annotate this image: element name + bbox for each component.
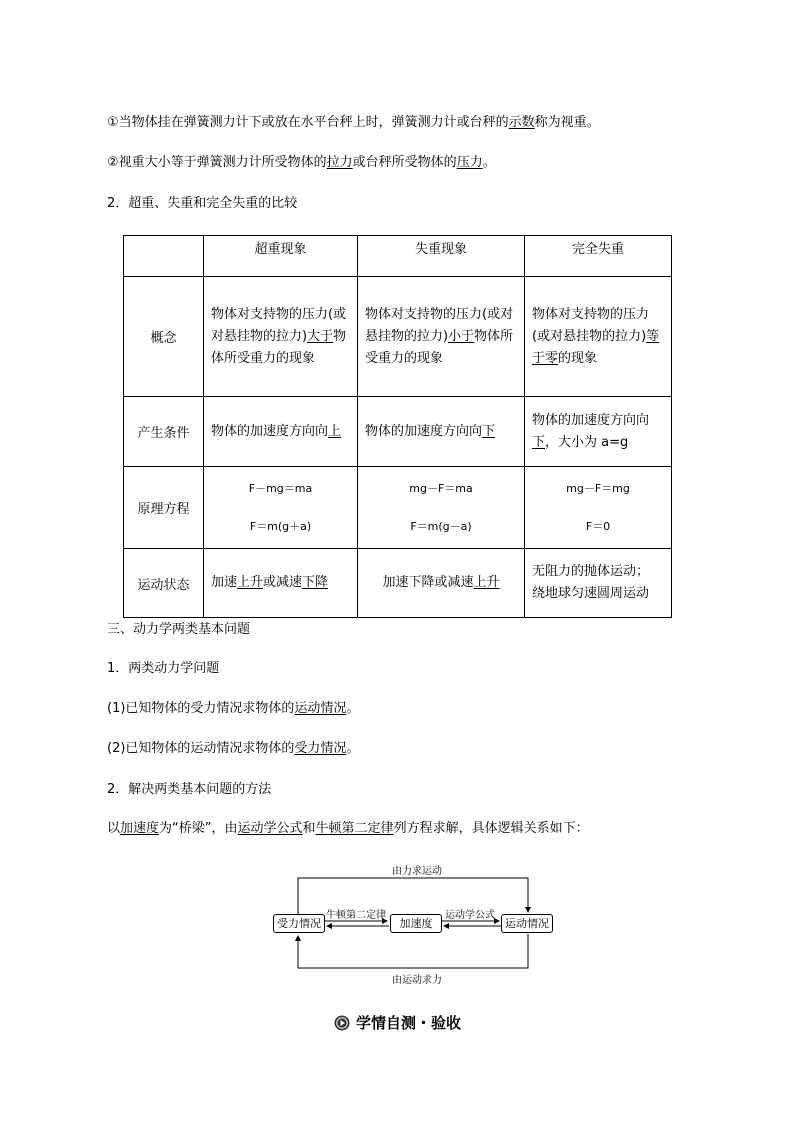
section-three-heading: 三、动力学两类基本问题: [107, 622, 251, 637]
table-row-concept: [124, 277, 672, 397]
cell-concept-complete: 物体对支持物的压力(或对悬挂物的拉力)等于零的现象: [525, 277, 672, 397]
label-force-to-motion: 由力求运动: [392, 866, 442, 877]
cell-equation-weightless: mg－F＝ma F＝m(g－a): [358, 467, 525, 549]
table-row-condition: [124, 397, 672, 467]
table-row-equation: [124, 467, 672, 549]
cell-concept-overweight: 物体对支持物的压力(或对悬挂物的拉力)大于物体所受重力的现象: [204, 277, 358, 397]
bottom-loop-arrow: [298, 934, 528, 968]
cell-condition-overweight: 物体的加速度方向向上: [204, 397, 358, 467]
cell-condition-complete: 物体的加速度方向向下，大小为 a=g: [525, 397, 672, 467]
cell-motion-weightless: 加速下降或减速上升: [358, 549, 525, 618]
label-newton-second-law: 牛顿第二定律: [326, 910, 386, 921]
cell-motion-overweight: 加速上升或减速下降: [204, 549, 358, 618]
line-problem-2: (2)已知物体的运动情况求物体的受力情况。: [107, 741, 360, 756]
row-label-equation: 原理方程: [124, 467, 204, 549]
line-apparent-weight-1: ①当物体挂在弹簧测力计下或放在水平台秤上时，弹簧测力计或台秤的示数称为视重。: [107, 115, 600, 130]
header-overweight: 超重现象: [204, 236, 358, 277]
heading-comparison: 2．超重、失重和完全失重的比较: [107, 196, 298, 211]
line-problem-1: (1)已知物体的受力情况求物体的运动情况。: [107, 701, 360, 716]
cell-concept-weightless: 物体对支持物的压力(或对悬挂物的拉力)小于物体所受重力的现象: [358, 277, 525, 397]
box-motion-situation: 运动情况: [501, 914, 553, 933]
header-weightless: 失重现象: [358, 236, 525, 277]
cell-equation-complete: mg－F＝mg F＝0: [525, 467, 672, 549]
label-motion-to-force: 由运动求力: [392, 975, 442, 986]
header-complete-weightless: 完全失重: [525, 236, 672, 277]
heading-two-problems: 1．两类动力学问题: [107, 661, 220, 676]
table-header-row: [124, 236, 672, 277]
label-kinematics-formula: 运动学公式: [445, 910, 495, 921]
line-method-description: 以加速度为“桥梁”，由运动学公式和牛顿第二定律列方程求解，具体逻辑关系如下：: [107, 821, 589, 836]
cell-equation-overweight: F－mg＝ma F＝m(g＋a): [204, 467, 358, 549]
logic-diagram: [270, 858, 560, 988]
comparison-table: [123, 235, 672, 618]
header-empty: [124, 236, 204, 277]
row-label-motion: 运动状态: [124, 549, 204, 618]
table-row-motion: [124, 549, 672, 618]
box-acceleration: 加速度: [390, 914, 442, 933]
section-title-self-test: 学情自测・验收: [334, 1012, 461, 1033]
box-force-situation: 受力情况: [273, 914, 325, 933]
cell-motion-complete: 无阻力的抛体运动； 绕地球匀速圆周运动: [525, 549, 672, 618]
heading-method: 2．解决两类基本问题的方法: [107, 782, 272, 797]
row-label-condition: 产生条件: [124, 397, 204, 467]
line-apparent-weight-2: ②视重大小等于弹簧测力计所受物体的拉力或台秤所受物体的压力。: [107, 155, 496, 170]
play-circle-icon: [334, 1015, 350, 1031]
cell-condition-weightless: 物体的加速度方向向下: [358, 397, 525, 467]
row-label-concept: 概念: [124, 277, 204, 397]
